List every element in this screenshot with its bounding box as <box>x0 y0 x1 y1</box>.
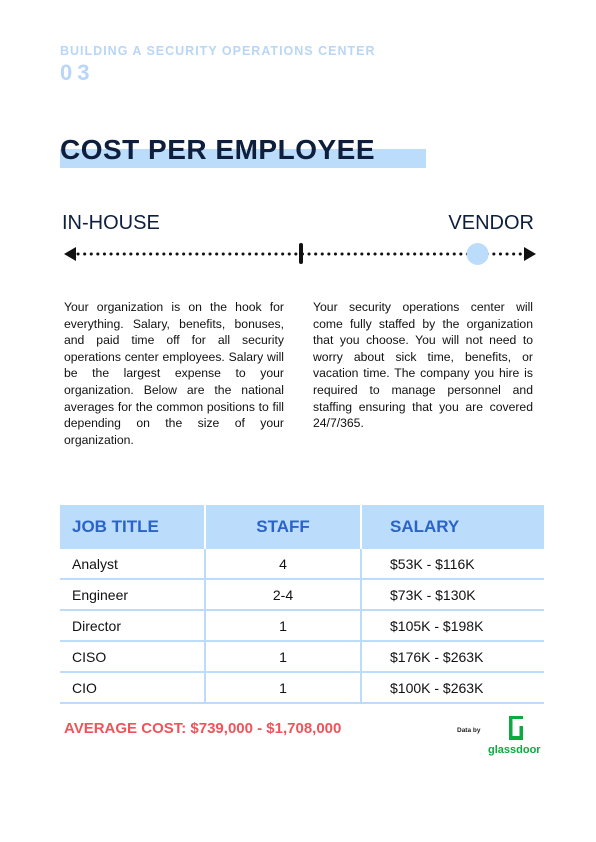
staff-cell: 2-4 <box>205 579 361 610</box>
document-kicker: BUILDING A SECURITY OPERATIONS CENTER <box>60 44 376 58</box>
staff-cell: 4 <box>205 549 361 579</box>
glassdoor-wordmark: glassdoor <box>488 744 541 756</box>
job-title-cell: Engineer <box>60 579 205 610</box>
scale-indicator-dot <box>467 243 489 265</box>
header-job-title: JOB TITLE <box>60 505 205 549</box>
job-title-cell: Analyst <box>60 549 205 579</box>
staff-cell: 1 <box>205 610 361 641</box>
table-row <box>60 610 544 641</box>
comparison-scale <box>60 238 540 270</box>
scale-label-in-house: IN-HOUSE <box>62 212 160 234</box>
job-title-cell: CIO <box>60 672 205 703</box>
salary-cell: $53K - $116K <box>361 549 544 579</box>
staff-cell: 1 <box>205 641 361 672</box>
table-row <box>60 549 544 579</box>
table-row <box>60 641 544 672</box>
header-staff: STAFF <box>205 505 361 549</box>
page-number: 03 <box>60 60 95 85</box>
table-header-row <box>60 505 544 549</box>
average-cost: AVERAGE COST: $739,000 - $1,708,000 <box>64 720 342 737</box>
header-salary: SALARY <box>361 505 544 549</box>
glassdoor-logo-icon <box>505 714 527 742</box>
salary-cell: $100K - $263K <box>361 672 544 703</box>
vendor-description: Your security operations center will come fully staffed by the organization that you choose. You will not need to worry about sick time, benefits, or vacation time. The company you hire is required to manage personnel and staffing ensuring that you are covered 24/7/365. <box>313 300 533 431</box>
salary-cell: $73K - $130K <box>361 579 544 610</box>
job-title-cell: Director <box>60 610 205 641</box>
page-title: COST PER EMPLOYEE <box>60 134 375 165</box>
in-house-description: Your organization is on the hook for everything. Salary, benefits, bonuses, and paid time off for all security operations center employees. Salary will be the largest expense to your organization. Below are the national averages for the common positions to fill depending on the size of your organization. <box>64 300 284 447</box>
data-by-label: Data by <box>457 727 481 734</box>
table-row <box>60 672 544 703</box>
arrow-left-icon <box>64 247 76 261</box>
scale-label-vendor: VENDOR <box>448 212 534 234</box>
salary-cell: $105K - $198K <box>361 610 544 641</box>
job-title-cell: CISO <box>60 641 205 672</box>
staff-cell: 1 <box>205 672 361 703</box>
salary-cell: $176K - $263K <box>361 641 544 672</box>
scale-midpoint-marker <box>299 243 303 264</box>
table-row <box>60 579 544 610</box>
salary-table <box>60 505 544 704</box>
arrow-right-icon <box>524 247 536 261</box>
